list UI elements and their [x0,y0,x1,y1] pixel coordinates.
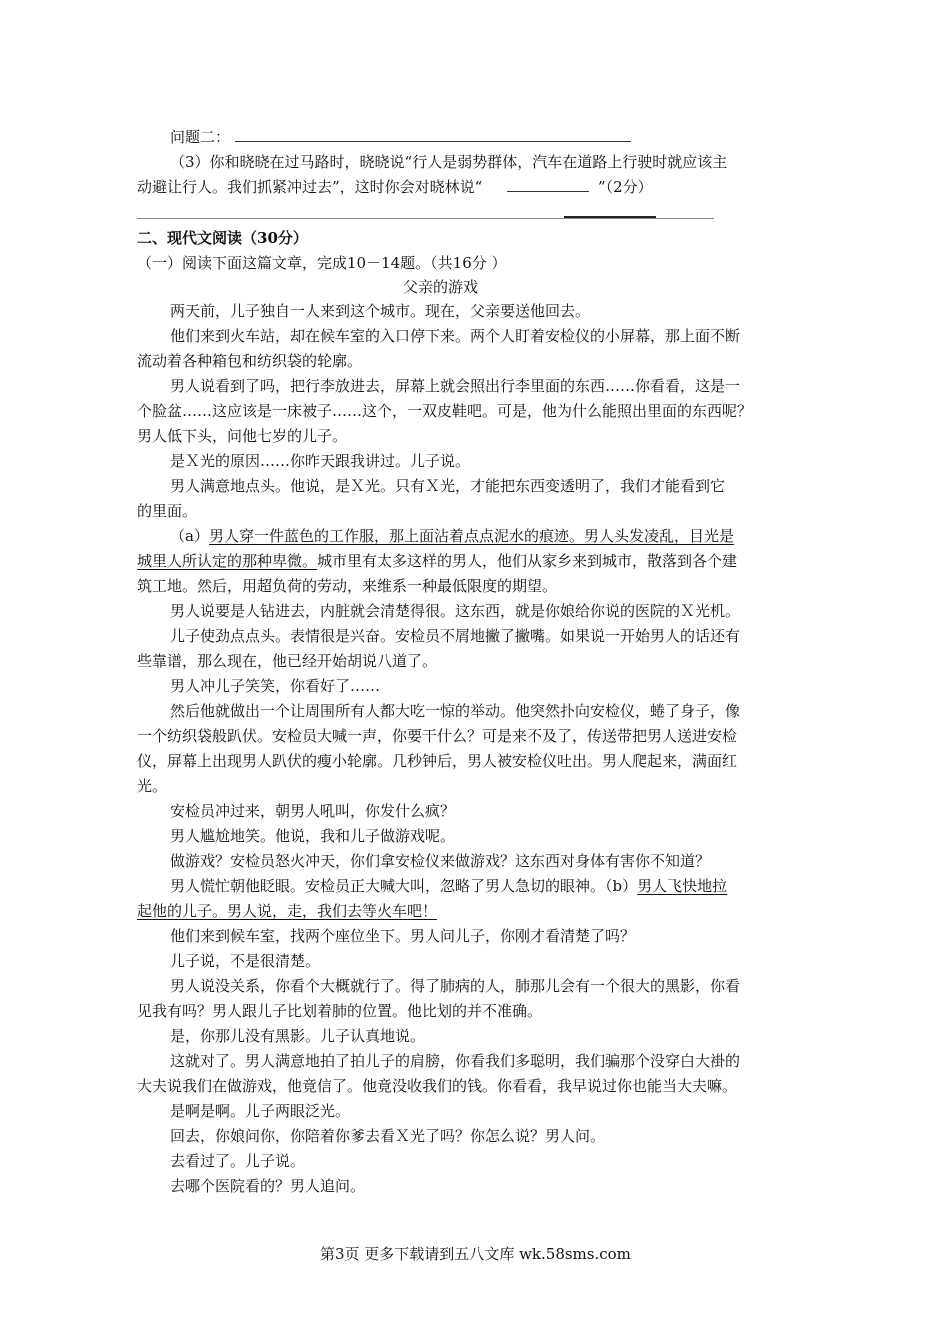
paragraph: 男人说没关系，你看个大概就行了。得了肺病的人，肺那儿会有一个很大的黑影，你看 [170,977,741,995]
answer-blank[interactable] [235,126,631,142]
paragraph-cont: 城里人所认定的那种卑微。城市里有太多这样的男人，他们从家乡来到城市，散落到各个建 [137,552,738,570]
paragraph: 回去，你娘问你，你陪着你爹去看Ｘ光了吗？你怎么说？男人问。 [170,1127,606,1145]
paragraph-cont: 些靠谱，那么现在，他已经开始胡说八道了。 [137,652,438,670]
underlined-sentence-a: 男人穿一件蓝色的工作服，那上面沾着点点泥水的痕迹。男人头发凌乱，目光是 [208,527,734,545]
paragraph-cont: 个脸盆……这应该是一床被子……这个，一双皮鞋吧。可是，他为什么能照出里面的东西呢？ [137,402,753,420]
paragraph: 然后他就做出一个让周围所有人都大吃一惊的举动。他突然扑向安检仪，蜷了身子，像 [170,702,741,720]
paragraph-cont: 光。 [137,777,168,795]
paragraph: 儿子说，不是很清楚。 [170,952,321,970]
paragraph: 是啊是啊。儿子两眼泛光。 [170,1102,351,1120]
paragraph: 去看过了。儿子说。 [170,1152,306,1170]
divider [137,218,714,219]
part-intro: （一）阅读下面这篇文章，完成10－14题。（共16分 ） [137,254,507,272]
answer-blank[interactable] [507,176,589,192]
paragraph: 去哪个医院看的？男人追问。 [170,1177,366,1195]
section-heading: 二、现代文阅读（30分） [137,229,308,247]
paragraph: 男人说看到了吗，把行李放进去，屏幕上就会照出行李里面的东西……你看看，这是一 [170,377,741,395]
underlined-sentence-b: 男人飞快地拉 [637,877,728,895]
paragraph: 男人说要是人钻进去，内脏就会清楚得很。这东西，就是你娘给你说的医院的Ｘ光机。 [170,602,741,620]
paragraph-annotated-b: 男人慌忙朝他眨眼。安检员正大喊大叫，忽略了男人急切的眼神。（b）男人飞快地拉 [170,877,728,895]
paragraph: 男人满意地点头。他说，是Ｘ光。只有Ｘ光，才能把东西变透明了，我们才能看到它 [170,477,726,495]
paragraph: 男人尴尬地笑。他说，我和儿子做游戏呢。 [170,827,456,845]
page-footer: 第3页 更多下载请到五八文库 wk.58sms.com [320,1245,631,1263]
paragraph: 做游戏？安检员怒火冲天，你们拿安检仪来做游戏？这东西对身体有害你不知道？ [170,852,711,870]
paragraph: 是，你那儿没有黑影。儿子认真地说。 [170,1027,426,1045]
paragraph-cont: 大夫说我们在做游戏，他竟信了。他竟没收我们的钱。你看看，我早说过你也能当大夫嘛。 [137,1077,738,1095]
paragraph-cont: 筑工地。然后，用超负荷的劳动，来维系一种最低限度的期望。 [137,577,558,595]
paragraph-cont: 仪，屏幕上出现男人趴伏的瘦小轮廓。几秒钟后，男人被安检仪吐出。男人爬起来，满面红 [137,752,738,770]
article-title: 父亲的游戏 [403,278,479,296]
q3-line-2: 动避让行人。我们抓紧冲过去”，这时你会对晓林说“ ”（2分） [137,178,653,196]
paragraph: 他们来到候车室，找两个座位坐下。男人问儿子，你刚才看清楚了吗？ [170,927,636,945]
annotation-label-a: （a） [170,527,209,545]
divider-accent [564,216,656,218]
q3-line-1: （3）你和晓晓在过马路时，晓晓说“行人是弱势群体，汽车在道路上行驶时就应该主 [170,153,728,171]
paragraph-annotated-a [170,525,734,547]
paragraph-cont: 男人低下头，问他七岁的儿子。 [137,427,348,445]
paragraph-cont: 一个纺织袋般趴伏。安检员大喊一声，你要干什么？可是来不及了，传送带把男人送进安检 [137,727,738,745]
paragraph-cont: 流动着各种箱包和纺织袋的轮廓。 [137,352,363,370]
paragraph: 男人冲儿子笑笑，你看好了…… [170,677,381,695]
question-2-line [170,126,631,148]
paragraph: 儿子使劲点点头。表情很是兴奋。安检员不屑地撇了撇嘴。如果说一开始男人的话还有 [170,627,741,645]
paragraph-cont: 见我有吗？男人跟儿子比划着肺的位置。他比划的并不准确。 [137,1002,543,1020]
underlined-sentence-a-cont: 城里人所认定的那种卑微。 [137,552,318,570]
paragraph: 是Ｘ光的原因……你昨天跟我讲过。儿子说。 [170,452,471,470]
paragraph: 这就对了。男人满意地拍了拍儿子的肩膀，你看我们多聪明，我们骗那个没穿白大褂的 [170,1052,741,1070]
paragraph-cont [137,900,437,922]
question-2-label: 问题二： [170,128,231,146]
paragraph: 他们来到火车站，却在候车室的入口停下来。两个人盯着安检仪的小屏幕，那上面不断 [170,327,741,345]
underlined-sentence-b-cont: 起他的儿子。男人说，走，我们去等火车吧！ [137,902,438,920]
paragraph: 两天前，儿子独自一人来到这个城市。现在，父亲要送他回去。 [170,302,591,320]
paragraph: 安检员冲过来，朝男人吼叫，你发什么疯？ [170,802,456,820]
paragraph-cont: 的里面。 [137,502,198,520]
